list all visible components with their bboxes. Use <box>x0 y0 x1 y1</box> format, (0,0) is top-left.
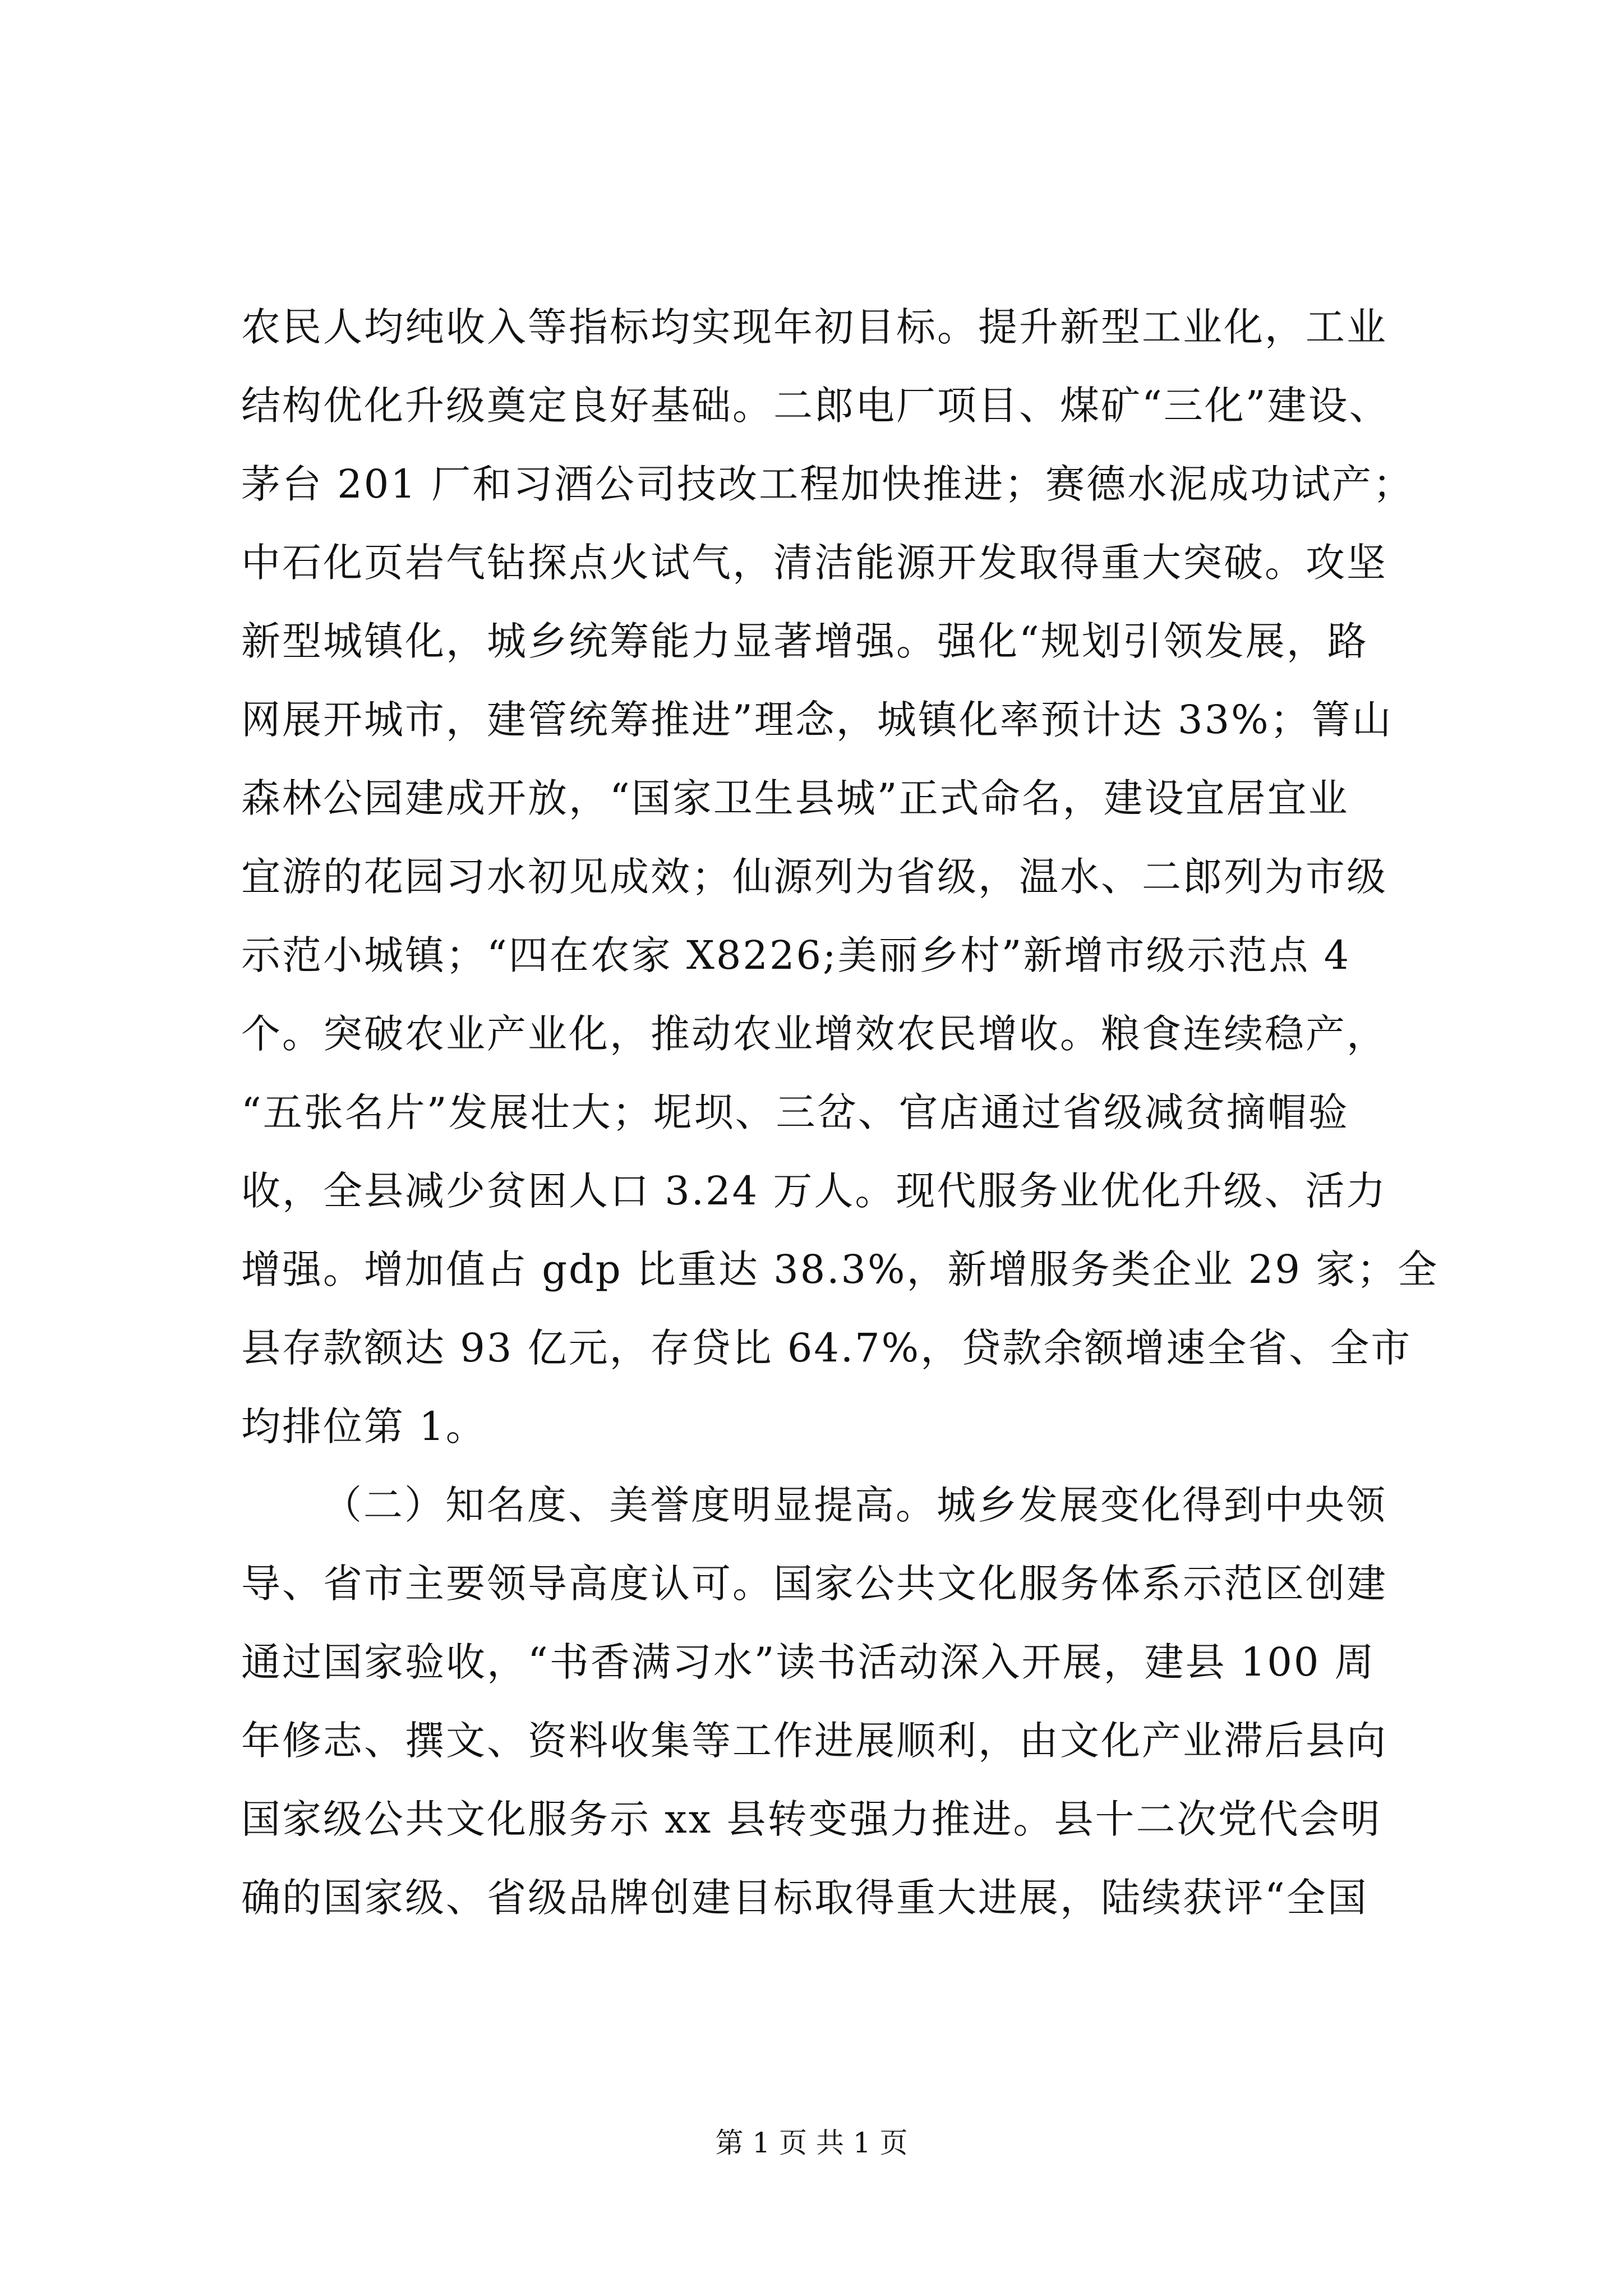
body-text-line: 茅台 201 厂和习酒公司技改工程加快推进；赛德水泥成功试产； <box>241 461 1414 507</box>
body-text-line: 导、省市主要领导高度认可。国家公共文化服务体系示范区创建 <box>241 1561 1387 1607</box>
body-text-line: 年修志、撰文、资料收集等工作进展顺利，由文化产业滞后县向 <box>241 1718 1387 1764</box>
body-text-line: 示范小城镇；“四在农家 X8226;美丽乡村”新增市级示范点 4 <box>241 932 1351 978</box>
body-text-line: 新型城镇化，城乡统筹能力显著增强。强化“规划引领发展，路 <box>241 618 1368 664</box>
body-text-line: 网展开城市，建管统筹推进”理念，城镇化率预计达 33%；箐山 <box>241 697 1393 743</box>
body-text-line: 通过国家验收，“书香满习水”读书活动深入开展，建县 100 周 <box>241 1639 1376 1685</box>
body-text-line: 农民人均纯收入等指标均实现年初目标。提升新型工业化，工业 <box>241 304 1387 350</box>
body-text-line: 收，全县减少贫困人口 3.24 万人。现代服务业优化升级、活力 <box>241 1168 1387 1214</box>
body-text-line: 森林公园建成开放，“国家卫生县城”正式命名，建设宜居宜业 <box>241 775 1349 821</box>
body-text-line: 个。突破农业产业化，推动农业增效农民增收。粮食连续稳产， <box>241 1011 1387 1057</box>
body-text-line: 国家级公共文化服务示 xx 县转变强力推进。县十二次党代会明 <box>241 1796 1382 1842</box>
body-text-line: 增强。增加值占 gdp 比重达 38.3%，新增服务类企业 29 家；全 <box>241 1246 1439 1292</box>
body-text-line: 中石化页岩气钻探点火试气，清洁能源开发取得重大突破。攻坚 <box>241 540 1387 586</box>
body-text-line: 宜游的花园习水初见成效；仙源列为省级，温水、二郎列为市级 <box>241 854 1387 900</box>
body-text-line: “五张名片”发展壮大；坭坝、三岔、官店通过省级减贫摘帽验 <box>241 1089 1349 1135</box>
page-footer: 第 1 页 共 1 页 <box>715 2127 908 2159</box>
body-text-line: 结构优化升级奠定良好基础。二郎电厂项目、煤矿“三化”建设、 <box>241 383 1390 429</box>
body-text-line: 均排位第 1。 <box>241 1404 487 1450</box>
body-text-line: 县存款额达 93 亿元，存贷比 64.7%，贷款余额增速全省、全市 <box>241 1325 1412 1371</box>
body-text-line: 确的国家级、省级品牌创建目标取得重大进展，陆续获评“全国 <box>241 1875 1368 1921</box>
paragraph-start-line: （二）知名度、美誉度明显提高。城乡发展变化得到中央领 <box>322 1482 1387 1528</box>
